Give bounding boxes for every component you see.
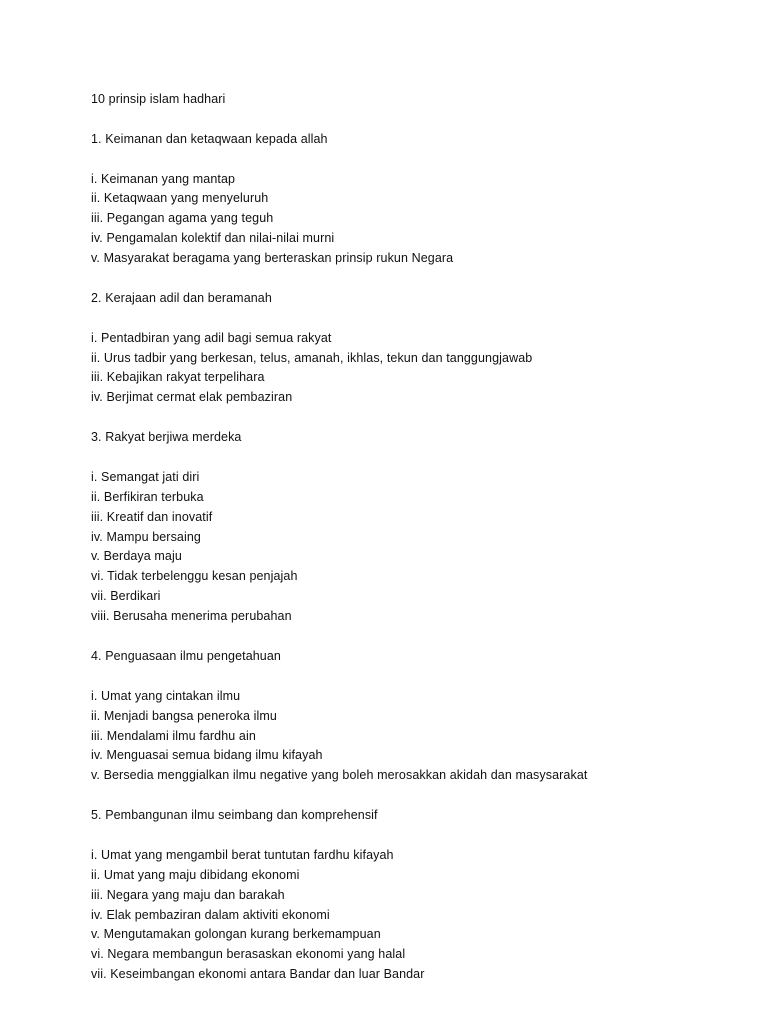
spacer <box>91 150 751 170</box>
spacer <box>91 667 751 687</box>
list-item: iii. Kreatif dan inovatif <box>91 509 213 524</box>
document-title: 10 prinsip islam hadhari <box>91 92 226 106</box>
section-1 <box>91 130 751 289</box>
list-item: iii. Kebajikan rakyat terpelihara <box>91 370 265 385</box>
list-item: iii. Pegangan agama yang teguh <box>91 211 274 226</box>
list-item: i. Umat yang cintakan ilmu <box>91 688 241 703</box>
section-5 <box>91 806 751 985</box>
section-heading: 3. Rakyat berjiwa merdeka <box>91 430 242 445</box>
list-item: ii. Ketaqwaan yang menyeluruh <box>91 191 269 206</box>
document-page <box>91 90 751 985</box>
section-heading: 4. Penguasaan ilmu pengetahuan <box>91 648 281 663</box>
spacer <box>91 627 751 647</box>
list-item: i. Pentadbiran yang adil bagi semua rakyat <box>91 330 332 345</box>
list-item: v. Mengutamakan golongan kurang berkemampuan <box>91 927 381 942</box>
list-item: vii. Keseimbangan ekonomi antara Bandar dan luar Bandar <box>91 967 425 982</box>
spacer <box>91 408 751 428</box>
spacer <box>91 269 751 289</box>
section-4 <box>91 647 751 806</box>
list-item: iv. Mampu bersaing <box>91 529 201 544</box>
list-item: v. Masyarakat beragama yang berteraskan prinsip rukun Negara <box>91 251 454 266</box>
list-item: i. Semangat jati diri <box>91 469 200 484</box>
section-heading: 2. Kerajaan adil dan beramanah <box>91 290 272 305</box>
list-item: iii. Mendalami ilmu fardhu ain <box>91 728 256 743</box>
list-item: ii. Umat yang maju dibidang ekonomi <box>91 867 300 882</box>
section-3 <box>91 428 751 647</box>
list-item: iv. Berjimat cermat elak pembaziran <box>91 390 293 405</box>
spacer <box>91 110 751 130</box>
list-item: i. Keimanan yang mantap <box>91 171 236 186</box>
section-heading: 1. Keimanan dan ketaqwaan kepada allah <box>91 131 328 146</box>
list-item: viii. Berusaha menerima perubahan <box>91 609 292 624</box>
spacer <box>91 826 751 846</box>
list-item: iv. Elak pembaziran dalam aktiviti ekonomi <box>91 907 330 922</box>
list-item: v. Bersedia menggialkan ilmu negative yang boleh merosakkan akidah dan masysarakat <box>91 768 588 783</box>
list-item: vi. Negara membangun berasaskan ekonomi yang halal <box>91 947 406 962</box>
list-item: v. Berdaya maju <box>91 549 182 564</box>
list-item: iv. Pengamalan kolektif dan nilai-nilai murni <box>91 231 335 246</box>
list-item: i. Umat yang mengambil berat tuntutan fardhu kifayah <box>91 847 394 862</box>
list-item: iv. Menguasai semua bidang ilmu kifayah <box>91 748 323 763</box>
spacer <box>91 786 751 806</box>
section-heading: 5. Pembangunan ilmu seimbang dan komprehensif <box>91 808 378 823</box>
list-item: iii. Negara yang maju dan barakah <box>91 887 285 902</box>
list-item: ii. Berfikiran terbuka <box>91 489 204 504</box>
list-item: vi. Tidak terbelenggu kesan penjajah <box>91 569 298 584</box>
list-item: ii. Menjadi bangsa peneroka ilmu <box>91 708 277 723</box>
spacer <box>91 448 751 468</box>
section-2 <box>91 289 751 428</box>
list-item: vii. Berdikari <box>91 589 161 604</box>
list-item: ii. Urus tadbir yang berkesan, telus, amanah, ikhlas, tekun dan tanggungjawab <box>91 350 533 365</box>
spacer <box>91 309 751 329</box>
